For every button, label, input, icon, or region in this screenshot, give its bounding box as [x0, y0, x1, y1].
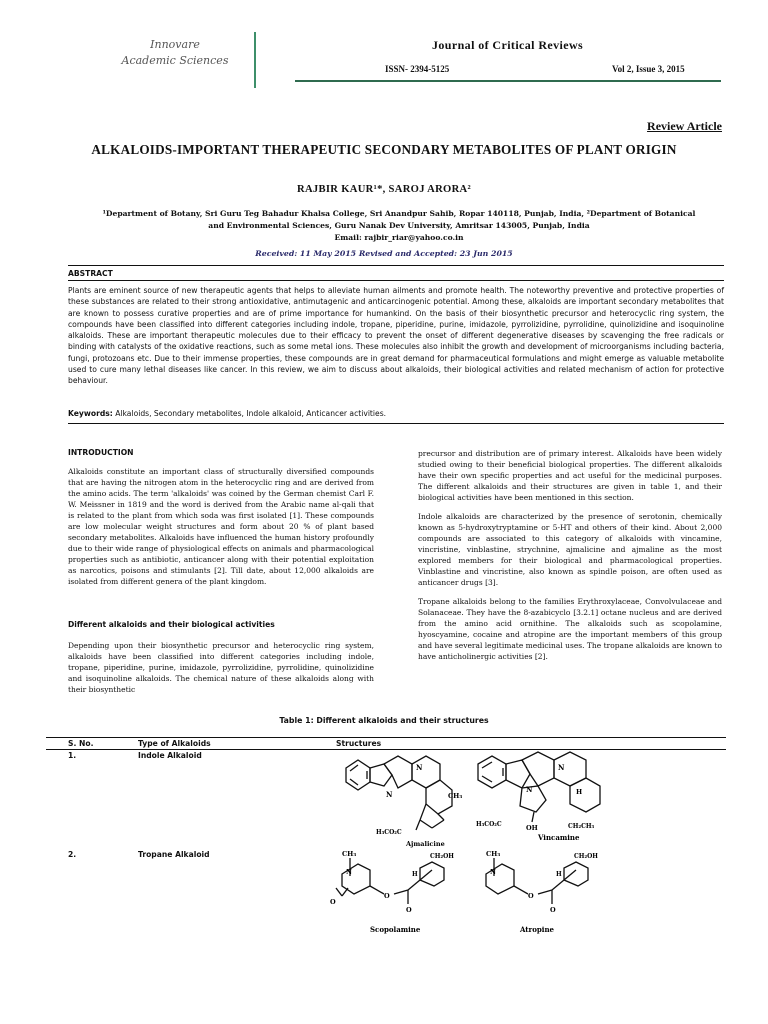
atropine-label: Atropine: [520, 925, 554, 934]
vincamine-label: Vincamine: [538, 833, 580, 842]
scopolamine-structure: [328, 846, 478, 936]
table-top-rule: [46, 737, 726, 738]
vincamine-structure: [470, 748, 630, 846]
atropine-ch3-label: CH₃: [486, 850, 501, 858]
affiliation-line-1: ¹Department of Botany, Sri Guru Teg Bahadur Khalsa College, Sri Anandpur Sahib, Ropar 140118, Punjab, India, ²Department of Botanical: [102, 209, 696, 218]
atropine-ester-o-label: O: [528, 892, 534, 900]
scopolamine-ch2oh-label: CH₂OH: [430, 853, 454, 860]
ajmalicine-structure: [336, 750, 486, 850]
authors: RAJBIR KAUR¹*, SAROJ ARORA²: [297, 184, 471, 195]
right-paragraph-1: precursor and distribution are of primary interest. Alkaloids have been widely studied owing to their beneficial biological properties. The different alkaloids have their own specific properties and act useful for the medicinal purposes. The different alkaloids and their structures are given in table 1, and their biological activities have been mentioned in this section.: [418, 449, 722, 502]
header-rule: [295, 80, 721, 82]
vincamine-h-label: H: [576, 788, 583, 796]
article-title: ALKALOIDS-IMPORTANT THERAPEUTIC SECONDARY METABOLITES OF PLANT ORIGIN: [91, 142, 677, 157]
email[interactable]: Email: rajbir_riar@yahoo.co.in: [334, 233, 464, 242]
vincamine-n2-label: N: [558, 763, 565, 772]
col-header-sno: S. No.: [68, 739, 94, 748]
left-column: [68, 466, 374, 595]
vincamine-ethyl-label: CH₂CH₃: [568, 823, 595, 830]
atropine-ch2oh-label: CH₂OH: [574, 853, 598, 860]
article-type: Review Article: [647, 119, 722, 133]
keywords-text: Alkaloids, Secondary metabolites, Indole alkaloid, Anticancer activities.: [112, 409, 387, 418]
atropine-structure: [472, 846, 622, 936]
row2-sno: 2.: [68, 850, 77, 859]
keywords-label: Keywords:: [68, 409, 113, 418]
row2-type: Tropane Alkaloid: [138, 850, 210, 859]
intro-heading: INTRODUCTION: [68, 448, 134, 457]
scopolamine-label: Scopolamine: [370, 925, 421, 934]
keywords: [68, 409, 386, 418]
right-column: [418, 448, 722, 662]
ajmalicine-n-label: N: [416, 763, 423, 772]
intro-paragraph: Alkaloids constitute an important class of structurally diversified compounds that are having the nitrogen atom in the heterocyclic ring and are derived from the amino acids. The term 'alkaloids' was coined by the German chemist Carl F. W. Meissner in 1819 and the word is derived from the Arabic name al-qali that is related to the plant from which soda was first isolated [1]. These compounds are low molecular weight structures and form about 20 % of plant based secondary metabolites. Alkaloids have influenced the human history profoundly due to their wide range of physiological effects on animals and pharmacological properties such as antibiotic, anticancer along with their potential exploitation as narcotics, poisons and stimulants [2]. Till date, about 12,000 alkaloids are isolated from different genera of the plant kingdom.: [68, 467, 374, 586]
vincamine-n1-label: N: [526, 785, 533, 794]
ajmalicine-nh-label: N: [386, 790, 393, 799]
publisher-line-2: Academic Sciences: [121, 54, 229, 67]
classification-paragraph: Depending upon their biosynthetic precursor and heterocyclic ring system, alkaloids have been classified into different categories including indole, tropane, piperidine, purine, imidazole, pyrrolizidine, pyrrolidine, quinolizidine and isoquinoline alkaloids. The chemical nature of these alkaloids along with their biosynthetic: [68, 641, 374, 694]
row1-sno: 1.: [68, 751, 77, 760]
scopolamine-ester-o-label: O: [384, 892, 390, 900]
right-paragraph-2: Indole alkaloids are characterized by the presence of serotonin, chemically known as 5-hydroxytryptamine or 5-HT and others of their kind. About 2,000 compounds are associated to this category of alkaloids with vincamine, vincristine, vinblastine, strychnine, ajmalicine and ajmaline as the most explored members for their biological and pharmacological properties. Vinblastine and vincristine, also known as spindle poison, are often used as anticancer drugs [3].: [418, 512, 722, 587]
publisher-logo: [60, 32, 256, 88]
col-header-structures: Structures: [336, 739, 382, 748]
scopolamine-epoxide-o-label: O: [330, 898, 336, 906]
atropine-carbonyl-o-label: O: [550, 906, 556, 914]
publisher-line-1: Innovare: [150, 38, 200, 51]
ajmalicine-ester-label: H₃CO₂C: [376, 829, 402, 836]
right-paragraph-3: Tropane alkaloids belong to the families Erythroxylaceae, Convolvulaceae and Solanaceae. They have the 8-azabicyclo [3.2.1] octane nucleus and are derived from the amino acid ornithine. The alkaloids such as scopolamine, hyoscyamine, cocaine and atropine are the important members of this group and have several legitimate medicinal uses. The tropane alkaloids are known to have anticholinergic activities [2].: [418, 597, 722, 661]
received-dates: Received: 11 May 2015 Revised and Accepted: 23 Jun 2015: [255, 249, 513, 258]
abstract-body: Plants are eminent source of new therapeutic agents that helps to alleviate human ailments and promote health. The noteworthy preventive and protective properties of these substances are related to their strong antioxidative, antimutagenic and anticarcinogenic potential. Among these, alkaloids are important secondary metabolites that are known to possess curative properties and are of prime importance for humankind. On the basis of their biosynthetic precursor and heterocyclic ring system, the compounds have been classified into different categories including indole, tropane, piperidine, purine, imidazole, pyrrolizidine, pyrrolidine, quinolizidine and isoquinoline alkaloids. These are important therapeutic molecules due to their efficacy to prevent the onset of different degenerative diseases by scavenging the free radicals or binding with catalysts of the oxidative reactions, such as some metal ions. These molecules also inhibit the growth and development of microorganisms including bacteria, fungi, protozoans etc. Due to their immense properties, these compounds are in great demand for pharmaceutical formulations and might emerge as valuable metabolite used to cure many lethal diseases like cancer. In this review, we aim to discuss about alkaloids, their biological activities and related mechanism of action for protective behaviour.: [68, 286, 724, 386]
affiliation-line-2: and Environmental Sciences, Guru Nanak Dev University, Amritsar 143005, Punjab, India: [208, 221, 590, 230]
vincamine-oh-label: OH: [526, 824, 538, 832]
subsection-heading: Different alkaloids and their biological activities: [68, 620, 275, 629]
scopolamine-ch3-label: CH₃: [342, 850, 357, 858]
table-caption: Table 1: Different alkaloids and their structures: [279, 716, 489, 725]
issn: ISSN- 2394-5125: [385, 64, 450, 74]
row1-type: Indole Alkaloid: [138, 751, 202, 760]
atropine-h-label: H: [556, 871, 562, 878]
abstract-top-rule: [68, 265, 724, 266]
volume-issue: Vol 2, Issue 3, 2015: [612, 64, 685, 74]
journal-title: Journal of Critical Reviews: [432, 38, 584, 52]
abstract-heading: ABSTRACT: [68, 269, 113, 278]
abstract-head-rule: [68, 280, 724, 281]
scopolamine-h-label: H: [412, 871, 418, 878]
abstract-bottom-rule: [68, 423, 724, 424]
scopolamine-n-label: N: [346, 868, 352, 876]
ajmalicine-label: Ajmalicine: [406, 840, 445, 848]
vincamine-ester-label: H₃CO₂C: [476, 821, 502, 828]
atropine-n-label: N: [490, 868, 496, 876]
scopolamine-carbonyl-o-label: O: [406, 906, 412, 914]
col-header-type: Type of Alkaloids: [138, 739, 211, 748]
ajmalicine-ch3-label: CH₃: [448, 792, 463, 800]
affiliations: [68, 208, 730, 244]
left-column-lower: [68, 640, 374, 695]
